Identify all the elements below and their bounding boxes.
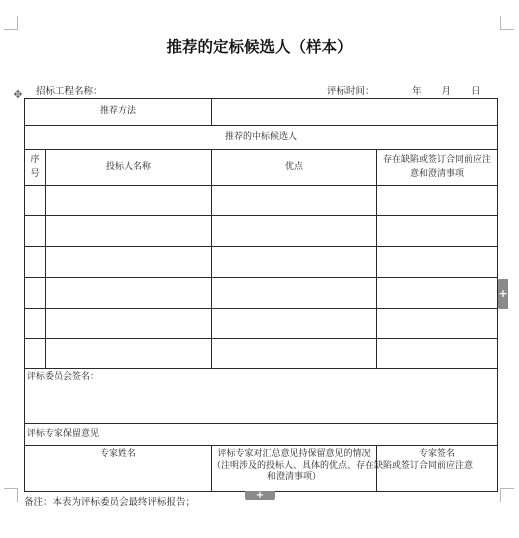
row-bidder-cell[interactable] [46,278,212,309]
row-defects-cell[interactable] [377,278,498,309]
reserve-desc-line-3: 和澄清事项） [267,472,322,483]
row-merits-cell[interactable] [212,216,377,247]
expert-signature-cell: 专家签名 [377,446,498,492]
add-column-plus-icon[interactable]: + [498,279,508,309]
table-row [25,309,498,339]
table-row [25,216,498,247]
row-merits-cell[interactable] [212,186,377,216]
method-value-cell[interactable] [212,99,498,126]
expert-name-cell: 专家姓名 [25,446,212,492]
row-bidder-cell[interactable] [46,216,212,247]
col-header-seq-text: 序号 [30,155,40,179]
crop-mark-bottom-right [500,488,514,502]
row-seq-cell[interactable] [25,339,46,369]
evaluation-time-label: 评标时间： [327,86,375,97]
method-label-cell: 推荐方法 [25,99,212,126]
row-seq-cell[interactable] [25,309,46,339]
table-move-handle-icon[interactable]: ✥ [13,88,23,101]
reserve-desc-line-1: 评标专家对汇总意见持保留意见的情况 [217,449,371,459]
reserve-desc-line-2: （注明涉及的投标人、具体的优点、存在缺陷或签订合同前应注意 [212,460,474,471]
col-header-bidder: 投标人名称 [46,150,212,186]
candidates-header-cell: 推荐的中标候选人 [25,126,498,150]
row-seq-cell[interactable] [25,216,46,247]
row-merits-cell[interactable] [212,247,377,278]
row-defects-cell[interactable] [377,186,498,216]
committee-signature-cell[interactable]: 评标委员会签名： [25,369,498,424]
col-header-merits: 优点 [212,150,377,186]
crop-mark-top-right [500,16,514,30]
date-units: 年 月 日 [412,86,481,97]
row-seq-cell[interactable] [25,278,46,309]
row-bidder-cell[interactable] [46,186,212,216]
row-defects-cell[interactable] [377,339,498,369]
table-row [25,278,498,309]
row-merits-cell[interactable] [212,339,377,369]
table-row [25,247,498,278]
document-title: 推荐的定标候选人（样本） [166,37,353,56]
add-row-plus-icon[interactable]: + [245,491,275,500]
row-merits-cell[interactable] [212,278,377,309]
row-defects-cell[interactable] [377,216,498,247]
crop-mark-bottom-left [4,488,18,502]
col-header-defects [377,150,498,186]
row-seq-cell[interactable] [25,186,46,216]
col-header-defects-text: 存在缺陷或签订合同前应注意和澄清事项 [383,155,492,179]
expert-reserve-header-cell: 评标专家保留意见 [25,424,498,446]
row-seq-cell[interactable] [25,247,46,278]
row-defects-cell[interactable] [377,309,498,339]
row-bidder-cell[interactable] [46,339,212,369]
table-row [25,339,498,369]
row-bidder-cell[interactable] [46,309,212,339]
row-bidder-cell[interactable] [46,247,212,278]
table-row [25,186,498,216]
row-defects-cell[interactable] [377,247,498,278]
col-header-seq [25,150,46,186]
row-merits-cell[interactable] [212,309,377,339]
footer-note: 备注：本表为评标委员会最终评标报告； [24,497,196,508]
crop-mark-top-left [4,16,18,30]
candidate-table [24,98,498,492]
project-name-label: 招标工程名称： [36,86,103,97]
